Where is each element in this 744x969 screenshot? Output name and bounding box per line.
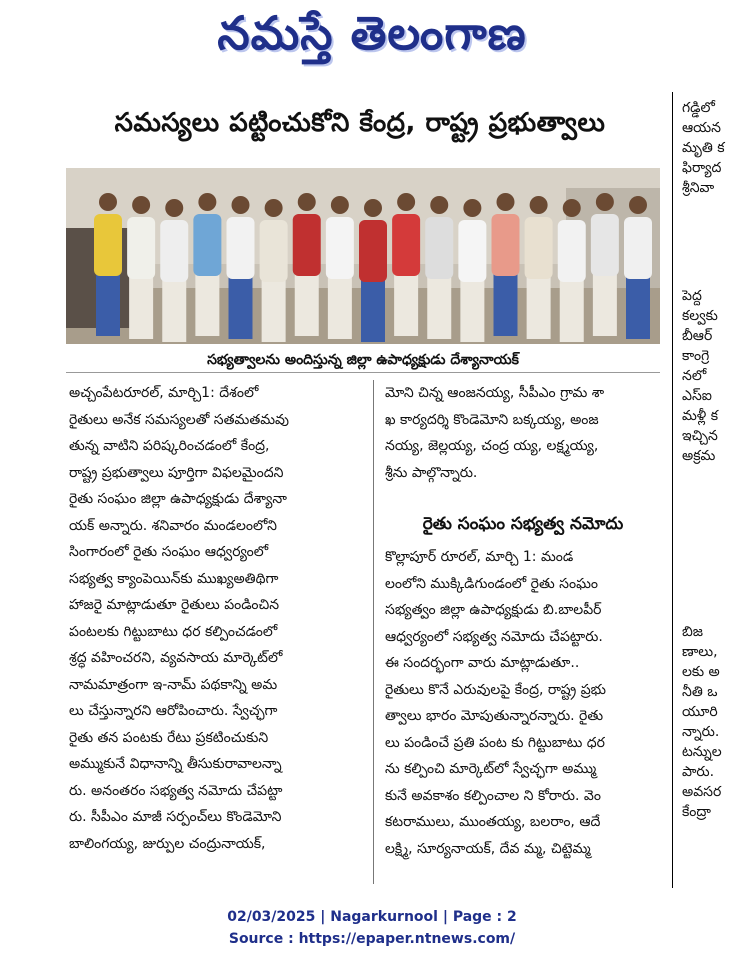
person-body [492,214,520,276]
article-column-divider [373,380,374,884]
person-body [591,214,619,276]
article-text-line: ను కల్పించి మార్కెట్‌లో స్వేచ్ఛగా అమ్ము [385,761,597,777]
article-text-line: అచ్చంపేటరూరల్, మార్చి1: దేశంలో [69,385,259,401]
side-text-line: ఆయన [682,120,722,136]
person-head [596,193,614,211]
article-text-line: సభ్యత్వ క్యాంపెయిన్‌కు ముఖ్యఅతిథిగా [69,570,279,587]
person-head [198,193,216,211]
person-head [232,196,250,214]
article-text-line: బాలింగయ్య, జుర్పుల చంద్రునాయక్, [69,835,266,852]
person-body [525,217,553,279]
article-text-line: ఖ కార్యదర్శి కొండెమోని బక్కయ్య, అంజ [385,411,599,428]
person-head [463,199,481,217]
side-text-line: టన్నుల [682,744,722,760]
article-text-line: రాష్ట్ర ప్రభుత్వాలు పూర్తిగా విఫలమైందని [69,464,284,481]
article-text-line: కటరాములు, ముంతయ్య, బలరాం, ఆదే [385,814,601,830]
footer-source: Source : https://epaper.ntnews.com/ [228,931,516,947]
side-text-line: లకు అ [682,664,720,680]
side-text-line: అవసర [682,784,722,800]
column-divider [672,92,673,888]
person-head [364,199,382,217]
person-body [293,214,321,276]
article-text-line: శ్రద్ధ వహించరని, వ్యవసాయ మార్కెట్‌లో [69,650,283,666]
person-legs [96,274,120,336]
article-text-line: రైతులు కొనే ఎరువులపై కేంద్ర, రాష్ట్ర ప్రభు [385,681,607,698]
side-text-line: ఇచ్చిన [682,428,718,444]
masthead [0,0,744,80]
article-text-line: సింగారంలో రైతు సంఘం ఆధ్వర్యంలో [69,544,269,560]
article-text-line: కునే అవకాశం కల్పించాల ని కోరారు. వెం [385,787,601,804]
person-body [392,214,420,276]
article-text-line: రు. అనంతరం సభ్యత్వ నమోదు చేపట్టా [69,782,283,799]
article-text-line: లు చేస్తున్నారని ఆరోపించారు. స్వేచ్ఛగా [69,703,278,719]
person-body [359,220,387,282]
person-head [430,196,448,214]
article-text-line: శ్రీను పాల్గొన్నారు. [385,464,478,481]
side-text-line: బీఆర్ [682,328,713,344]
person-head [397,193,415,211]
side-text-line: కల్వకు [682,308,718,324]
article-text-line: పంటలకు గిట్టుబాటు ధర కల్పించడంలో [69,623,278,640]
side-text-line: ఎస్ఐ [682,388,712,404]
article-text-line: లక్ష్మి, సూర్యనాయక్, దేవ మ్మ, చిట్టెమ్మ [385,840,591,857]
article1-body [69,380,365,857]
side-text-line: న్నారు. [682,724,720,740]
article-text-line: రైతు సంఘం జిల్లా ఉపాధ్యక్షుడు దేశ్యానా [69,491,287,507]
article-text-line: నయ్య, జెల్లయ్య, చంద్ర య్య, లక్ష్మయ్య, [385,438,599,454]
side-column-block1 [682,98,744,198]
person-head [331,196,349,214]
person-legs [560,280,584,342]
person-body [193,214,221,276]
person-body [624,217,652,279]
side-text-line: బిజ [682,624,704,640]
article-text-line: అమ్ముకునే విధానాన్ని తీసుకురావాలన్నా [69,756,282,772]
side-column-block2 [682,286,744,466]
article-text-line: ఆధ్వర్యంలో సభ్యత్వ నమోదు చేపట్టారు. [385,628,603,645]
person-legs [361,280,385,342]
article-text-line: రు. సీపీఎం మాజీ సర్పంచ్‌లు కొండెమోని [69,809,282,825]
person-body [260,220,288,282]
person-head [298,193,316,211]
article-headline: సమస్యలు పట్టించుకోని కేంద్ర, రాష్ట్ర ప్రభుత్వాలు [114,108,606,138]
article-text-line: తున్న వాటిని పరిష్కరించడంలో కేంద్ర, [69,438,270,454]
article-text-line: లంలోని ముక్కిడిగుండంలో రైతు సంఘం [385,575,598,592]
photo-caption: సభ్యత్వాలను అందిస్తున్న జిల్లా ఉపాధ్యక్షుడు దేశ్యానాయక్ [66,348,660,373]
person-body [425,217,453,279]
person-head [563,199,581,217]
article-text-line: కొల్లాపూర్ రూరల్, మార్చి 1: మండ [385,549,574,565]
person-legs [460,280,484,342]
side-text-line: యూరి [682,704,718,720]
article2-body [385,544,661,862]
article-text-line: యక్ అన్నారు. శనివారం మండలంలోని [69,517,277,534]
person-legs [427,277,451,339]
person-body [326,217,354,279]
person-legs [229,277,253,339]
person-legs [129,277,153,339]
side-text-line: పెద్ద [682,288,702,304]
side-text-line: ఫిర్యాద [682,160,722,176]
side-text-line: శ్రీనివా [682,180,715,196]
article-text-line: రైతులు అనేక సమస్యలతో సతమతమవు [69,411,290,428]
article-text-line: రైతు తన పంటకు రేటు ప్రకటించుకుని [69,729,269,746]
person-head [530,196,548,214]
person-body [94,214,122,276]
person-legs [626,277,650,339]
person-body [558,220,586,282]
person-legs [494,274,518,336]
side-text-line: పారు. [682,764,715,780]
person-head [497,193,515,211]
article-text-line: లు పండించే ప్రతి పంట కు గిట్టుబాటు ధర [385,734,605,751]
person-body [127,217,155,279]
side-text-line: మళ్లీ క [682,408,719,424]
person-legs [593,274,617,336]
footer-date-edition: 02/03/2025 | Nagarkurnool | Page : 2 [227,909,517,925]
article-text-line: త్వాలు భారం మోపుతున్నారన్నారు. రైతు [385,708,604,724]
article-text-line: సభ్యత్వం జిల్లా ఉపాధ్యక్షుడు బి.బాలపీర్ [385,602,602,618]
side-text-line: గడ్డిలో [682,100,715,116]
person-legs [295,274,319,336]
person-legs [162,280,186,342]
side-column-block3 [682,622,744,822]
side-text-line: మృతి క [682,140,725,156]
side-text-line: అక్రమ [682,448,716,464]
person-body [458,220,486,282]
side-text-line: నీతి ఒ [682,684,718,700]
person-head [629,196,647,214]
person-legs [328,277,352,339]
newspaper-logo: నమస్తే తెలంగాణ [217,6,527,60]
person-legs [394,274,418,336]
person-head [132,196,150,214]
person-body [227,217,255,279]
article2-headline: రైతు సంఘం సభ్యత్వ నమోదు [422,514,624,534]
side-text-line: నలో [682,368,707,384]
person-legs [262,280,286,342]
person-head [165,199,183,217]
side-text-line: కేంద్రా [682,804,711,820]
article1-continuation [385,380,661,486]
person-head [99,193,117,211]
article-text-line: మోని చిన్న ఆంజనయ్య, సీపీఎం గ్రామ శా [385,385,605,401]
article-text-line: ఈ సందర్భంగా వారు మాట్లాడుతూ.. [385,655,580,671]
person-head [265,199,283,217]
person-body [160,220,188,282]
article-text-line: హాజరై మాట్లాడుతూ రైతులు పండించిన [69,597,280,613]
article-text-line: నామమాత్రంగా ఇ-నామ్ పథకాన్ని అమ [69,676,278,693]
side-text-line: కాంగ్రె [682,348,710,364]
side-text-line: ణాలు, [682,644,718,660]
page-footer [0,906,744,950]
news-photo [66,168,660,344]
person-legs [195,274,219,336]
person-legs [527,277,551,339]
